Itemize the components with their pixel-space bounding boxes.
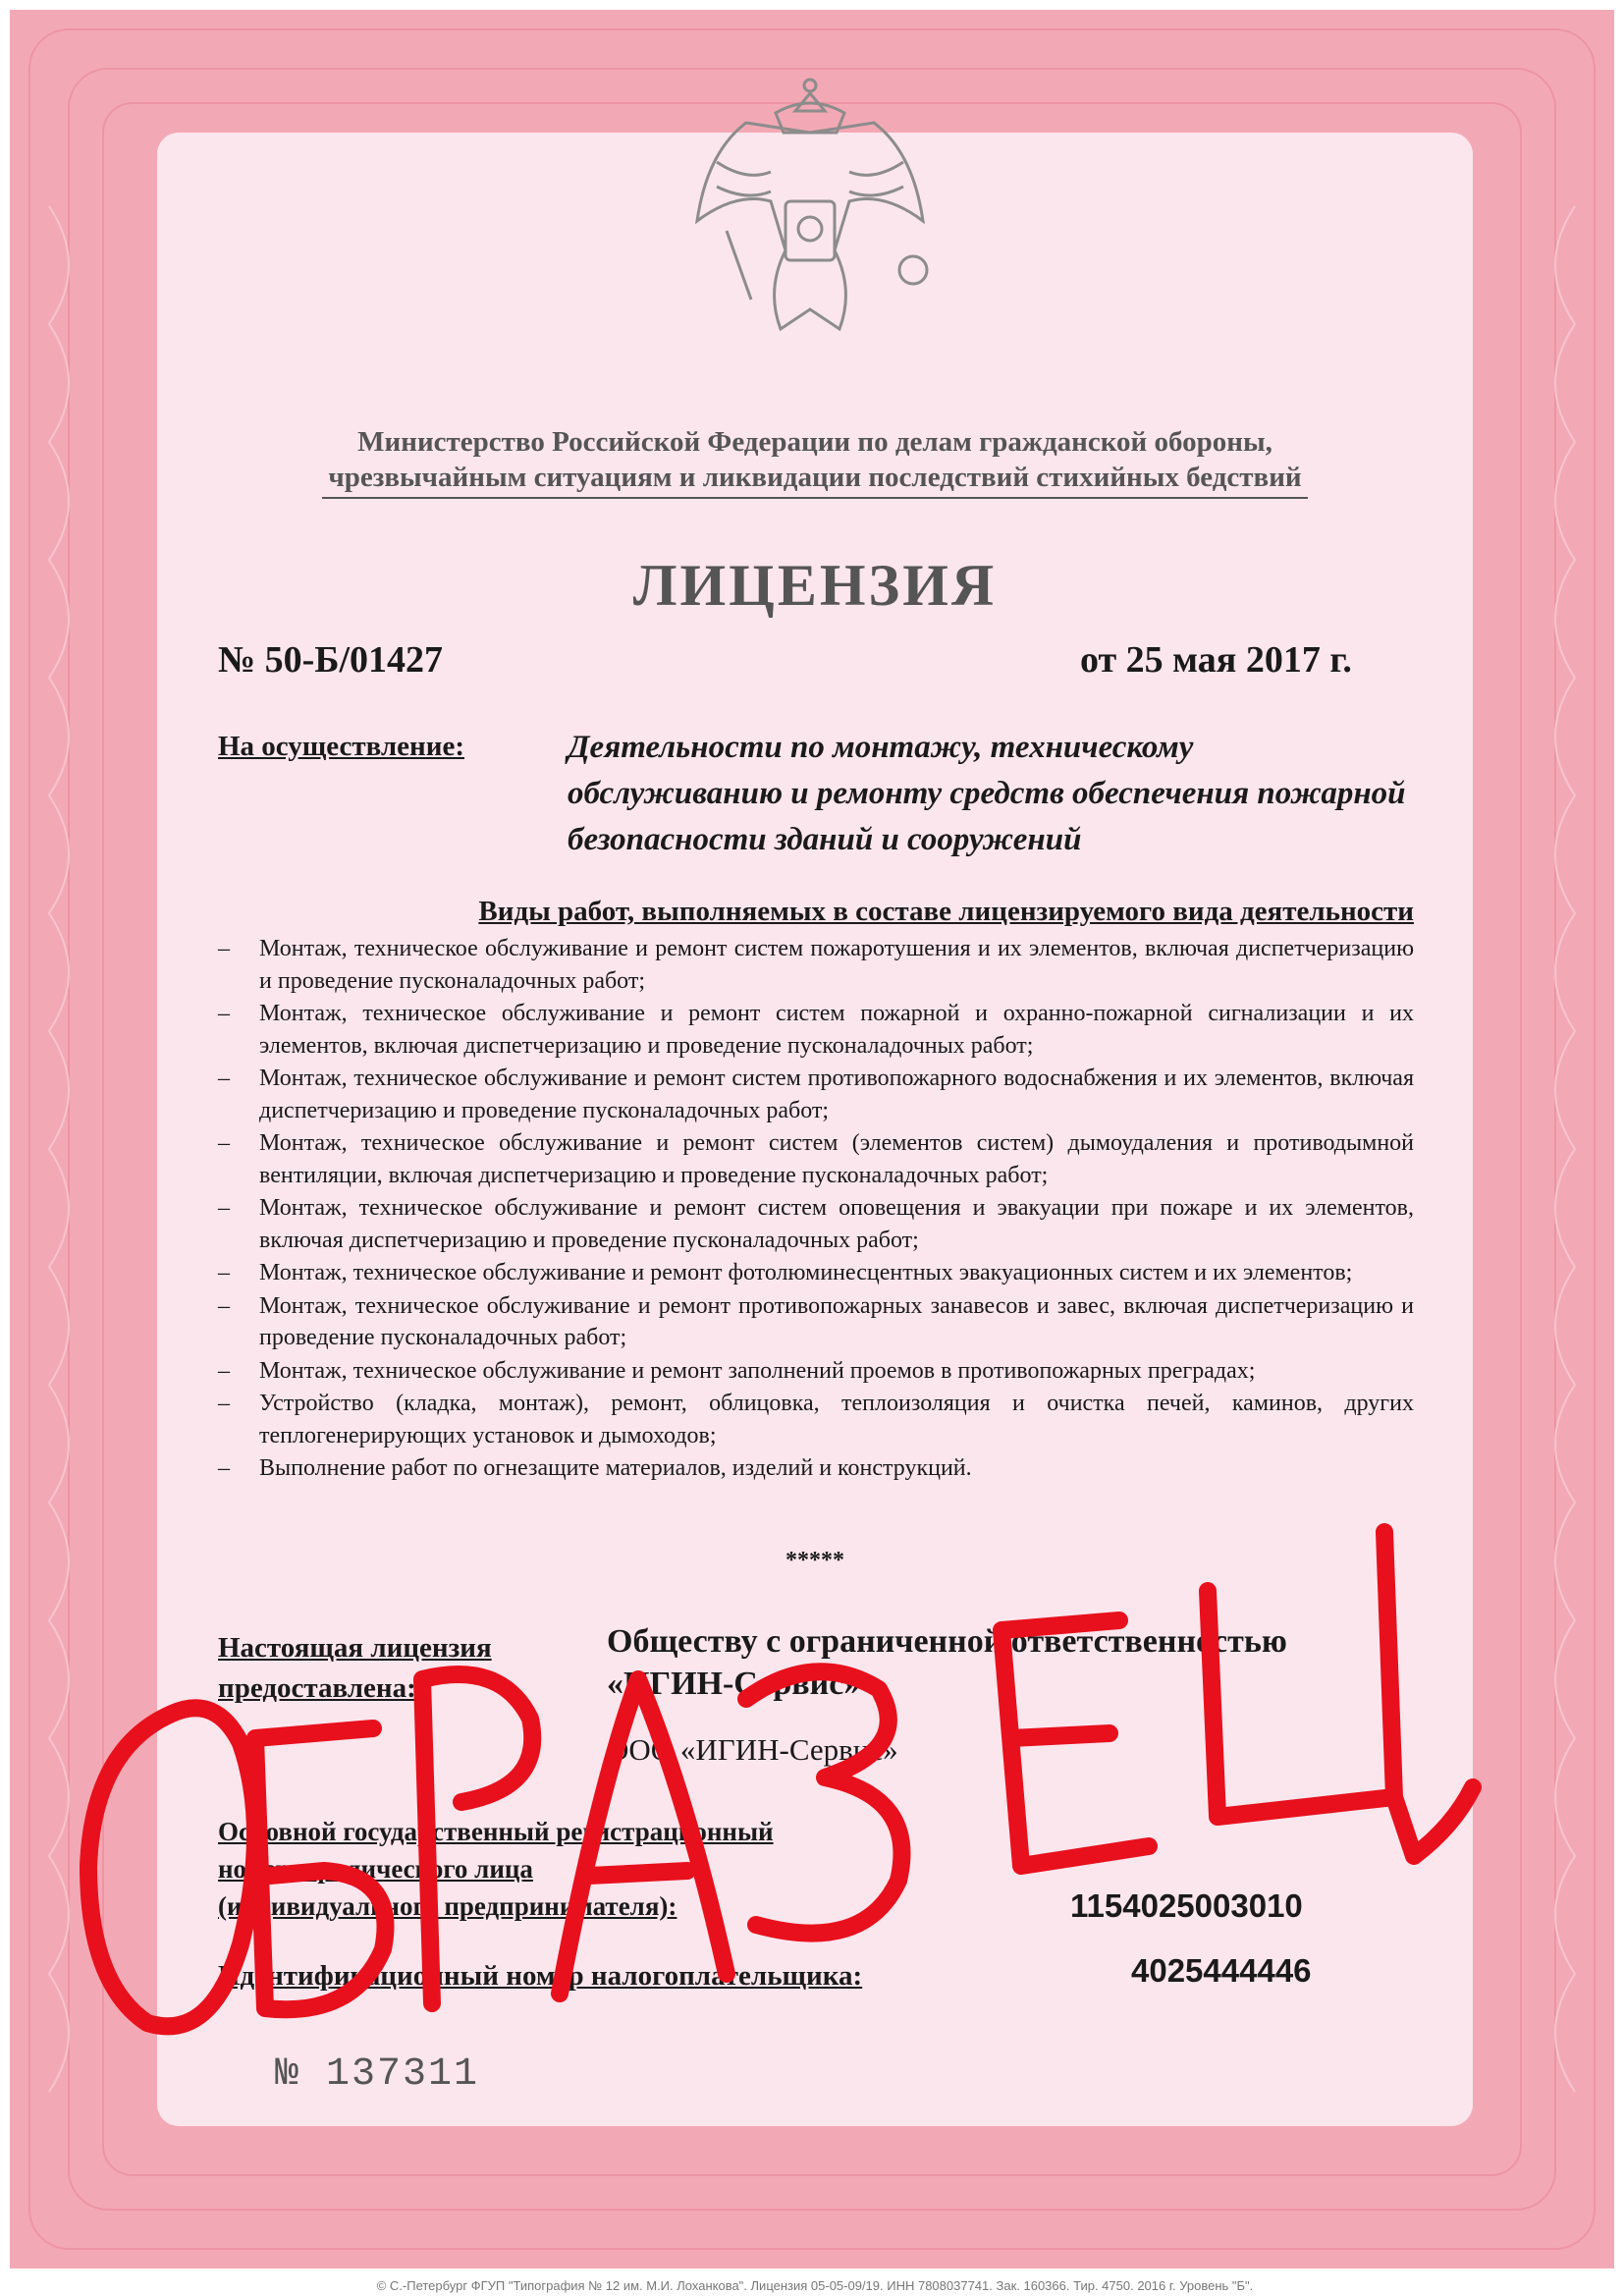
ministry-name [157, 424, 1473, 499]
works-item-text: Монтаж, техническое обслуживание и ремонт систем оповещения и эвакуации при пожаре и их элементов, включая диспетчеризацию и проведение пусконаладочных работ; [259, 1195, 1414, 1253]
purpose-label: На осуществление: [218, 731, 464, 762]
works-heading: Виды работ, выполняемых в составе лицензируемого вида деятельности [478, 896, 1414, 927]
ogrn-value: 1154025003010 [1070, 1887, 1303, 1924]
purpose-text: Деятельности по монтажу, техническому обслуживанию и ремонту средств обеспечения пожарной безопасности зданий и сооружений [568, 730, 1406, 857]
works-list [218, 933, 1414, 1486]
works-item [218, 933, 1414, 997]
grantee-org-line-1: Обществу с ограниченной ответственностью [607, 1623, 1287, 1660]
works-item [218, 1127, 1414, 1191]
grantee-organization [607, 1620, 1422, 1705]
list-dash: – [218, 1066, 230, 1091]
grantee-label-line-2: предоставлена: [218, 1672, 416, 1704]
grantee-label-line-1: Настоящая лицензия [218, 1632, 492, 1664]
works-item [218, 1257, 1414, 1289]
license-number: № 50-Б/01427 [218, 639, 444, 681]
list-dash: – [218, 1001, 230, 1026]
section-separator: ***** [785, 1548, 844, 1573]
printer-footer: © С.-Петербург ФГУП "Типография № 12 им. М.И. Лоханкова". Лицензия 05-05-09/19. ИНН 7808037741. Зак. 160366. Тир. 4750. 2016 г. Уровень "Б". [376, 2278, 1254, 2293]
works-item [218, 1452, 1414, 1485]
works-item [218, 1192, 1414, 1256]
license-date: от 25 мая 2017 г. [1080, 639, 1352, 681]
list-dash: – [218, 1357, 230, 1384]
list-dash: – [218, 1195, 230, 1221]
works-item-text: Монтаж, техническое обслуживание и ремонт систем пожаротушения и их элементов, включая диспетчеризацию и проведение пусконаладочных работ; [259, 936, 1414, 994]
ministry-line-2: чрезвычайным ситуациям и ликвидации последствий стихийных бедствий [322, 460, 1307, 499]
grantee-org-line-2: «ИГИН-Сервис» [607, 1666, 861, 1702]
list-dash: – [218, 1455, 230, 1481]
list-dash: – [218, 1260, 230, 1285]
works-item [218, 1063, 1414, 1126]
grantee-label [218, 1628, 492, 1709]
works-item-text: Монтаж, техническое обслуживание и ремонт систем пожарной и охранно-пожарной сигнализации и их элементов, включая диспетчеризацию и проведение пусконаладочных работ; [259, 1001, 1414, 1059]
works-item [218, 1290, 1414, 1354]
license-title: ЛИЦЕНЗИЯ [632, 553, 998, 618]
list-dash: – [218, 1130, 230, 1156]
works-item-text: Выполнение работ по огнезащите материалов, изделий и конструкций. [259, 1455, 972, 1481]
works-item-text: Устройство (кладка, монтаж), ремонт, облицовка, теплоизоляция и очистка печей, каминов, других теплогенерирующих установок и дымоходов; [259, 1391, 1414, 1449]
ogrn-label-line-3: (индивидуального предпринимателя): [218, 1891, 677, 1921]
ogrn-label-line-2: номер юридического лица [218, 1854, 533, 1884]
works-item-text: Монтаж, техническое обслуживание и ремонт заполнений проемов в противопожарных преградах; [259, 1357, 1256, 1384]
works-item [218, 1388, 1414, 1451]
works-item-text: Монтаж, техническое обслуживание и ремонт систем (элементов систем) дымоудаления и противодымной вентиляции, включая диспетчеризацию и проведение пусконаладочных работ; [259, 1130, 1414, 1188]
works-item [218, 998, 1414, 1062]
list-dash: – [218, 936, 230, 961]
list-dash: – [218, 1391, 230, 1416]
works-item [218, 1355, 1414, 1388]
works-item-text: Монтаж, техническое обслуживание и ремонт противопожарных занавесов и завес, включая диспетчеризацию и проведение пусконаладочных работ; [259, 1292, 1414, 1350]
ogrn-label [218, 1813, 774, 1925]
inn-value: 4025444446 [1131, 1952, 1312, 1989]
inn-label: Идентификационный номер налогоплательщика: [218, 1960, 863, 1992]
coat-of-arms-emblem [677, 74, 943, 354]
blank-serial-number: № 137311 [275, 2052, 480, 2097]
ogrn-label-line-1: Основной государственный регистрационный [218, 1817, 774, 1846]
grantee-short-name: ООО «ИГИН-Сервис» [607, 1732, 898, 1767]
ministry-line-1: Министерство Российской Федерации по делам гражданской обороны, [357, 426, 1272, 458]
works-item-text: Монтаж, техническое обслуживание и ремонт систем противопожарного водоснабжения и их элементов, включая диспетчеризацию и проведение пусконаладочных работ; [259, 1066, 1414, 1123]
works-item-text: Монтаж, техническое обслуживание и ремонт фотолюминесцентных эвакуационных систем и их элементов; [259, 1260, 1353, 1285]
list-dash: – [218, 1292, 230, 1319]
